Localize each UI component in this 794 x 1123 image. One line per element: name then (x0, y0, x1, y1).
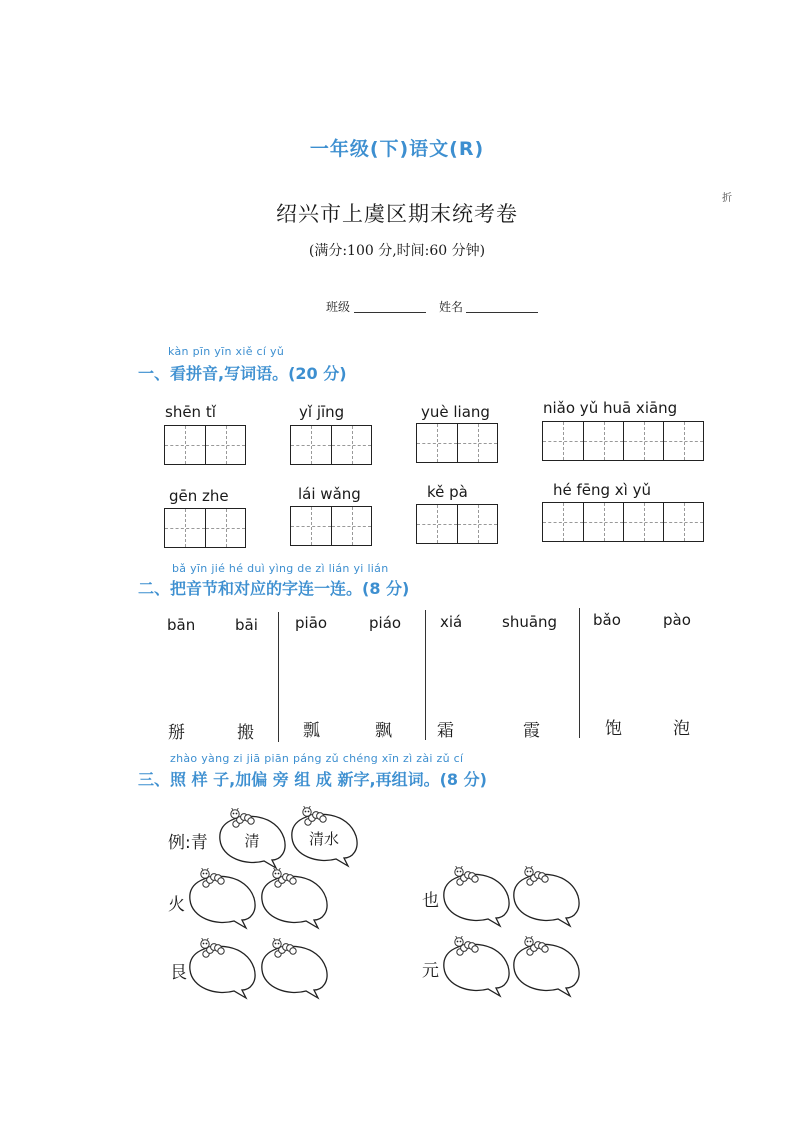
example-label: 例:青 (168, 833, 208, 853)
class-field[interactable] (354, 298, 426, 313)
answer-leaf[interactable] (184, 868, 260, 932)
caterpillar-leaf-icon (184, 938, 260, 1002)
pinyin-shen-ti: shēn tǐ (165, 403, 216, 421)
answer-leaf[interactable] (438, 866, 514, 930)
pinyin-gen-zhe: gēn zhe (169, 487, 229, 505)
example-word: 清水 (308, 829, 339, 848)
answer-leaf[interactable] (256, 938, 332, 1002)
corner-mark: 折 (722, 193, 732, 204)
char-bai[interactable]: 掰 (168, 723, 185, 743)
name-label: 姓名 (439, 300, 464, 314)
radical-huo: 火 (168, 895, 185, 915)
syllable-xia[interactable]: xiá (440, 613, 463, 631)
writing-grid[interactable] (542, 421, 704, 461)
grade-subject-title: 一年级(下)语文(R) (309, 138, 485, 160)
exam-title: 绍兴市上虞区期末统考卷 (276, 202, 518, 226)
caterpillar-leaf-icon (256, 868, 332, 932)
syllable-shuang[interactable]: shuāng (502, 613, 558, 631)
pinyin-he-feng-xi-yu: hé fēng xì yǔ (553, 481, 652, 499)
section3-pinyin-hint: zhào yàng zi jiā piān páng zǔ chéng xīn zì zài zǔ cí (170, 752, 464, 765)
section1-pinyin-hint: kàn pīn yīn xiě cí yǔ (168, 345, 285, 358)
writing-grid[interactable] (290, 425, 372, 465)
pinyin-ke-pa: kě pà (427, 483, 468, 501)
section3-title: 三、照 样 子,加偏 旁 组 成 新字,再组词。(8 分) (138, 770, 487, 789)
char-xia[interactable]: 霞 (523, 721, 540, 741)
answer-leaf[interactable] (508, 866, 584, 930)
radical-gen: 艮 (170, 963, 187, 983)
caterpillar-leaf-icon (508, 936, 584, 1000)
section2-pinyin-hint: bǎ yīn jié hé duì yìng de zì lián yi lián (172, 562, 389, 575)
caterpillar-leaf-icon (184, 868, 260, 932)
group-divider (579, 608, 580, 738)
writing-grid[interactable] (164, 425, 246, 465)
caterpillar-leaf-icon (256, 938, 332, 1002)
syllable-bai[interactable]: bāi (235, 616, 258, 634)
name-field[interactable] (466, 298, 538, 313)
char-pao[interactable]: 泡 (673, 719, 690, 739)
pinyin-niao-yu-hua-xiang: niǎo yǔ huā xiāng (543, 399, 678, 417)
class-label: 班级 (326, 300, 351, 314)
pinyin-yue-liang: yuè liang (421, 403, 490, 421)
char-shuang[interactable]: 霜 (437, 721, 454, 741)
caterpillar-leaf-icon (438, 936, 514, 1000)
char-piao-float[interactable]: 飘 (375, 721, 392, 741)
answer-leaf[interactable] (508, 936, 584, 1000)
answer-leaf[interactable] (184, 938, 260, 1002)
char-piao-ladle[interactable]: 瓢 (303, 721, 320, 741)
caterpillar-leaf-icon (438, 866, 514, 930)
answer-leaf[interactable] (438, 936, 514, 1000)
pinyin-lai-wang: lái wǎng (298, 485, 361, 503)
writing-grid[interactable] (416, 423, 498, 463)
syllable-piao2[interactable]: piáo (369, 614, 402, 632)
example-new-char: 清 (244, 831, 260, 850)
group-divider (425, 610, 426, 740)
writing-grid[interactable] (164, 508, 246, 548)
char-bao[interactable]: 饱 (605, 719, 622, 739)
group-divider (278, 612, 279, 742)
syllable-ban[interactable]: bān (167, 616, 196, 634)
caterpillar-leaf-icon (508, 866, 584, 930)
exam-subtitle: (满分:100 分,时间:60 分钟) (308, 243, 486, 259)
syllable-bao[interactable]: bǎo (593, 611, 621, 629)
answer-leaf[interactable] (256, 868, 332, 932)
radical-yuan: 元 (422, 961, 439, 981)
pinyin-yi-jing: yǐ jīng (299, 403, 345, 421)
writing-grid[interactable] (290, 506, 372, 546)
char-ban[interactable]: 搬 (237, 723, 254, 743)
syllable-pao[interactable]: pào (663, 611, 691, 629)
radical-ye: 也 (422, 891, 439, 911)
example-word-leaf (286, 806, 362, 870)
writing-grid[interactable] (416, 504, 498, 544)
writing-grid[interactable] (542, 502, 704, 542)
example-new-char-leaf (214, 808, 290, 872)
section1-title: 一、看拼音,写词语。(20 分) (138, 364, 347, 383)
syllable-piao1[interactable]: piāo (295, 614, 328, 632)
section2-title: 二、把音节和对应的字连一连。(8 分) (138, 579, 410, 598)
